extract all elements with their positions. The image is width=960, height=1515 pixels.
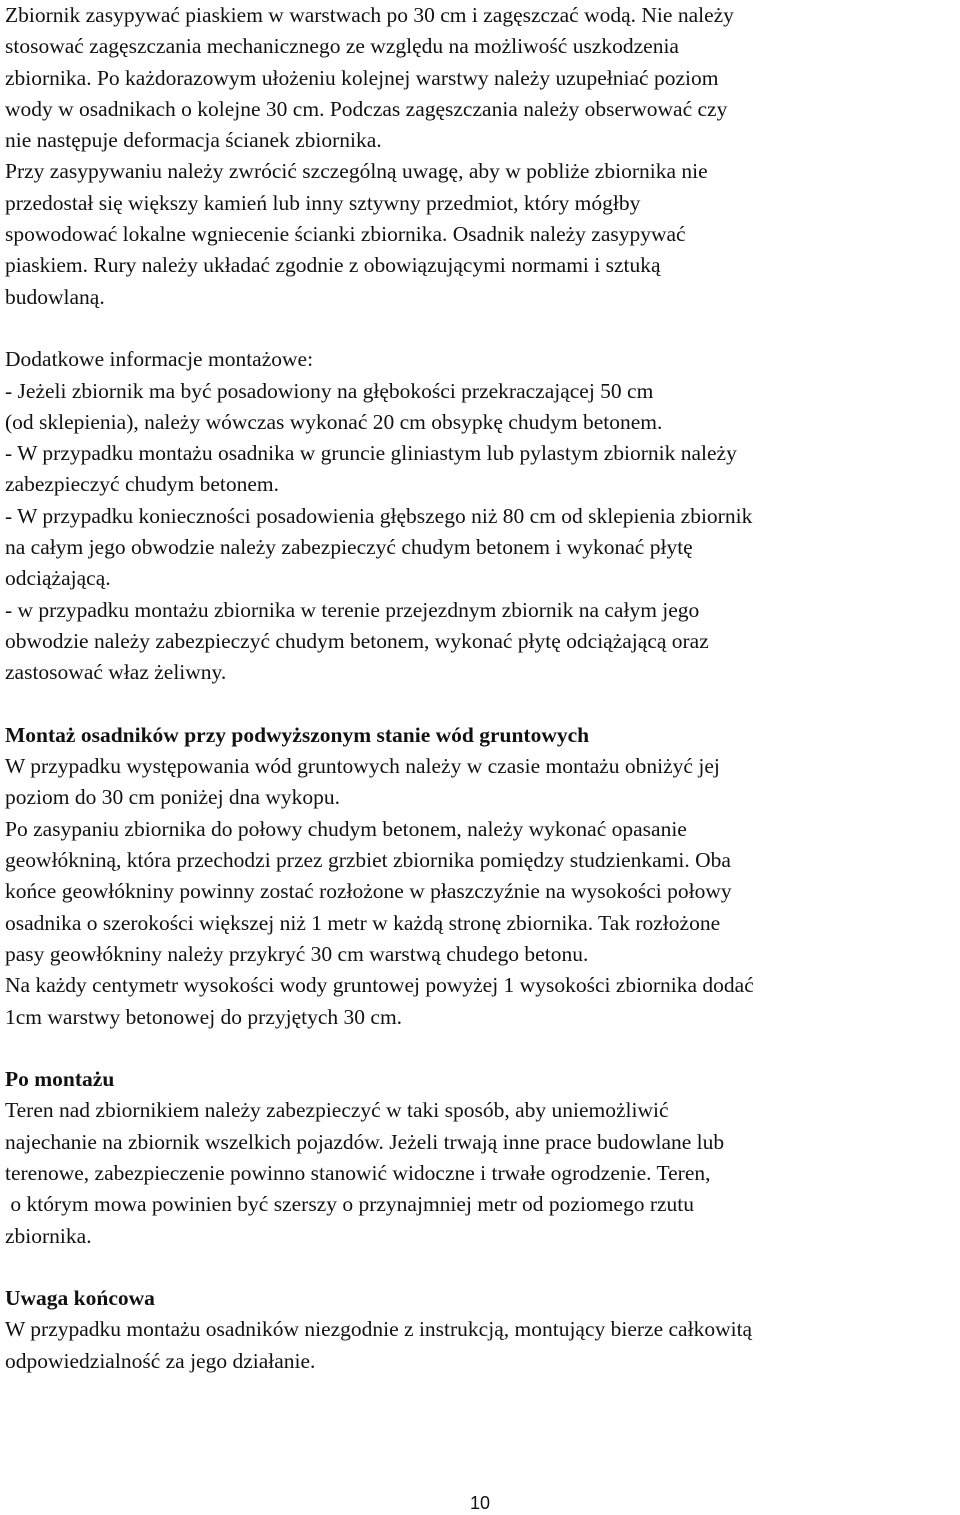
text-line: Na każdy centymetr wysokości wody gruntowej powyżej 1 wysokości zbiornika dodać bbox=[5, 973, 754, 998]
section-heading: Montaż osadników przy podwyższonym stanie wód gruntowych bbox=[5, 722, 590, 747]
text-line: końce geowłókniny powinny zostać rozłożone w płaszczyźnie na wysokości połowy bbox=[5, 879, 732, 904]
section-heading: Po montażu bbox=[5, 1067, 115, 1092]
text-line: - W przypadku montażu osadnika w gruncie gliniastym lub pylastym zbiornik należy bbox=[5, 441, 737, 466]
text-line: wody w osadnikach o kolejne 30 cm. Podczas zagęszczania należy obserwować czy bbox=[5, 96, 728, 121]
text-line: (od sklepienia), należy wówczas wykonać 20 cm obsypkę chudym betonem. bbox=[5, 409, 663, 434]
text-line: - w przypadku montażu zbiornika w terenie przejezdnym zbiornik na całym jego bbox=[5, 597, 700, 622]
text-line: osadnika o szerokości większej niż 1 metr w każdą stronę zbiornika. Tak rozłożone bbox=[5, 910, 721, 935]
text-line: odpowiedzialność za jego działanie. bbox=[5, 1348, 316, 1373]
text-line: terenowe, zabezpieczenie powinno stanowić widoczne i trwałe ogrodzenie. Teren, bbox=[5, 1160, 711, 1185]
text-line: - W przypadku konieczności posadowienia głębszego niż 80 cm od sklepienia zbiornik bbox=[5, 503, 753, 528]
section-groundwater bbox=[5, 720, 957, 1033]
text-line: zastosować właz żeliwny. bbox=[5, 660, 227, 685]
text-line: Dodatkowe informacje montażowe: bbox=[5, 347, 314, 372]
text-line: nie następuje deformacja ścianek zbiornika. bbox=[5, 128, 382, 153]
text-line: poziom do 30 cm poniżej dna wykopu. bbox=[5, 785, 340, 810]
text-line: spowodować lokalne wgniecenie ścianki zbiornika. Osadnik należy zasypywać bbox=[5, 222, 686, 247]
paragraph-gap bbox=[5, 313, 957, 344]
text-line: stosować zagęszczania mechanicznego ze względu na możliwość uszkodzenia bbox=[5, 34, 679, 59]
text-line: W przypadku montażu osadników niezgodnie z instrukcją, montujący bierze całkowitą bbox=[5, 1317, 753, 1342]
text-line: W przypadku występowania wód gruntowych należy w czasie montażu obniżyć jej bbox=[5, 754, 720, 779]
paragraph-backfill bbox=[5, 0, 957, 313]
paragraph-additional-info bbox=[5, 344, 957, 688]
text-line: piaskiem. Rury należy układać zgodnie z obowiązującymi normami i sztuką bbox=[5, 253, 661, 278]
text-line: 1cm warstwy betonowej do przyjętych 30 cm. bbox=[5, 1004, 403, 1029]
text-line: geowłókniną, która przechodzi przez grzbiet zbiornika pomiędzy studzienkami. Oba bbox=[5, 848, 731, 873]
text-line: pasy geowłókniny należy przykryć 30 cm warstwą chudego betonu. bbox=[5, 941, 589, 966]
document-body bbox=[5, 0, 957, 1377]
text-line: Zbiornik zasypywać piaskiem w warstwach po 30 cm i zagęszczać wodą. Nie należy bbox=[5, 3, 734, 27]
text-line: na całym jego obwodzie należy zabezpieczyć chudym betonem i wykonać płytę bbox=[5, 535, 693, 560]
text-line: przedostał się większy kamień lub inny sztywny przedmiot, który mógłby bbox=[5, 190, 641, 215]
text-line: Teren nad zbiornikiem należy zabezpieczyć w taki sposób, aby uniemożliwić bbox=[5, 1098, 669, 1123]
text-line: budowlaną. bbox=[5, 284, 105, 309]
text-line: o którym mowa powinien być szerszy o przynajmniej metr od poziomego rzutu bbox=[5, 1192, 695, 1217]
text-line: zbiornika. Po każdorazowym ułożeniu kolejnej warstwy należy uzupełniać poziom bbox=[5, 65, 719, 90]
text-line: najechanie na zbiornik wszelkich pojazdów. Jeżeli trwają inne prace budowlane lub bbox=[5, 1129, 725, 1154]
text-line: Po zasypaniu zbiornika do połowy chudym betonem, należy wykonać opasanie bbox=[5, 816, 687, 841]
section-final-note bbox=[5, 1283, 957, 1377]
text-line: odciążającą. bbox=[5, 566, 111, 591]
paragraph-gap bbox=[5, 1033, 957, 1064]
text-line: zbiornika. bbox=[5, 1223, 92, 1248]
text-line: Przy zasypywaniu należy zwrócić szczególną uwagę, aby w pobliże zbiornika nie bbox=[5, 159, 708, 184]
text-line: zabezpieczyć chudym betonem. bbox=[5, 472, 279, 497]
section-heading: Uwaga końcowa bbox=[5, 1286, 155, 1311]
text-line: - Jeżeli zbiornik ma być posadowiony na głębokości przekraczającej 50 cm bbox=[5, 378, 654, 403]
paragraph-gap bbox=[5, 1252, 957, 1283]
section-after-installation bbox=[5, 1064, 957, 1252]
paragraph-gap bbox=[5, 689, 957, 720]
page-number: 10 bbox=[469, 1493, 491, 1513]
text-line: obwodzie należy zabezpieczyć chudym betonem, wykonać płytę odciążającą oraz bbox=[5, 628, 709, 653]
